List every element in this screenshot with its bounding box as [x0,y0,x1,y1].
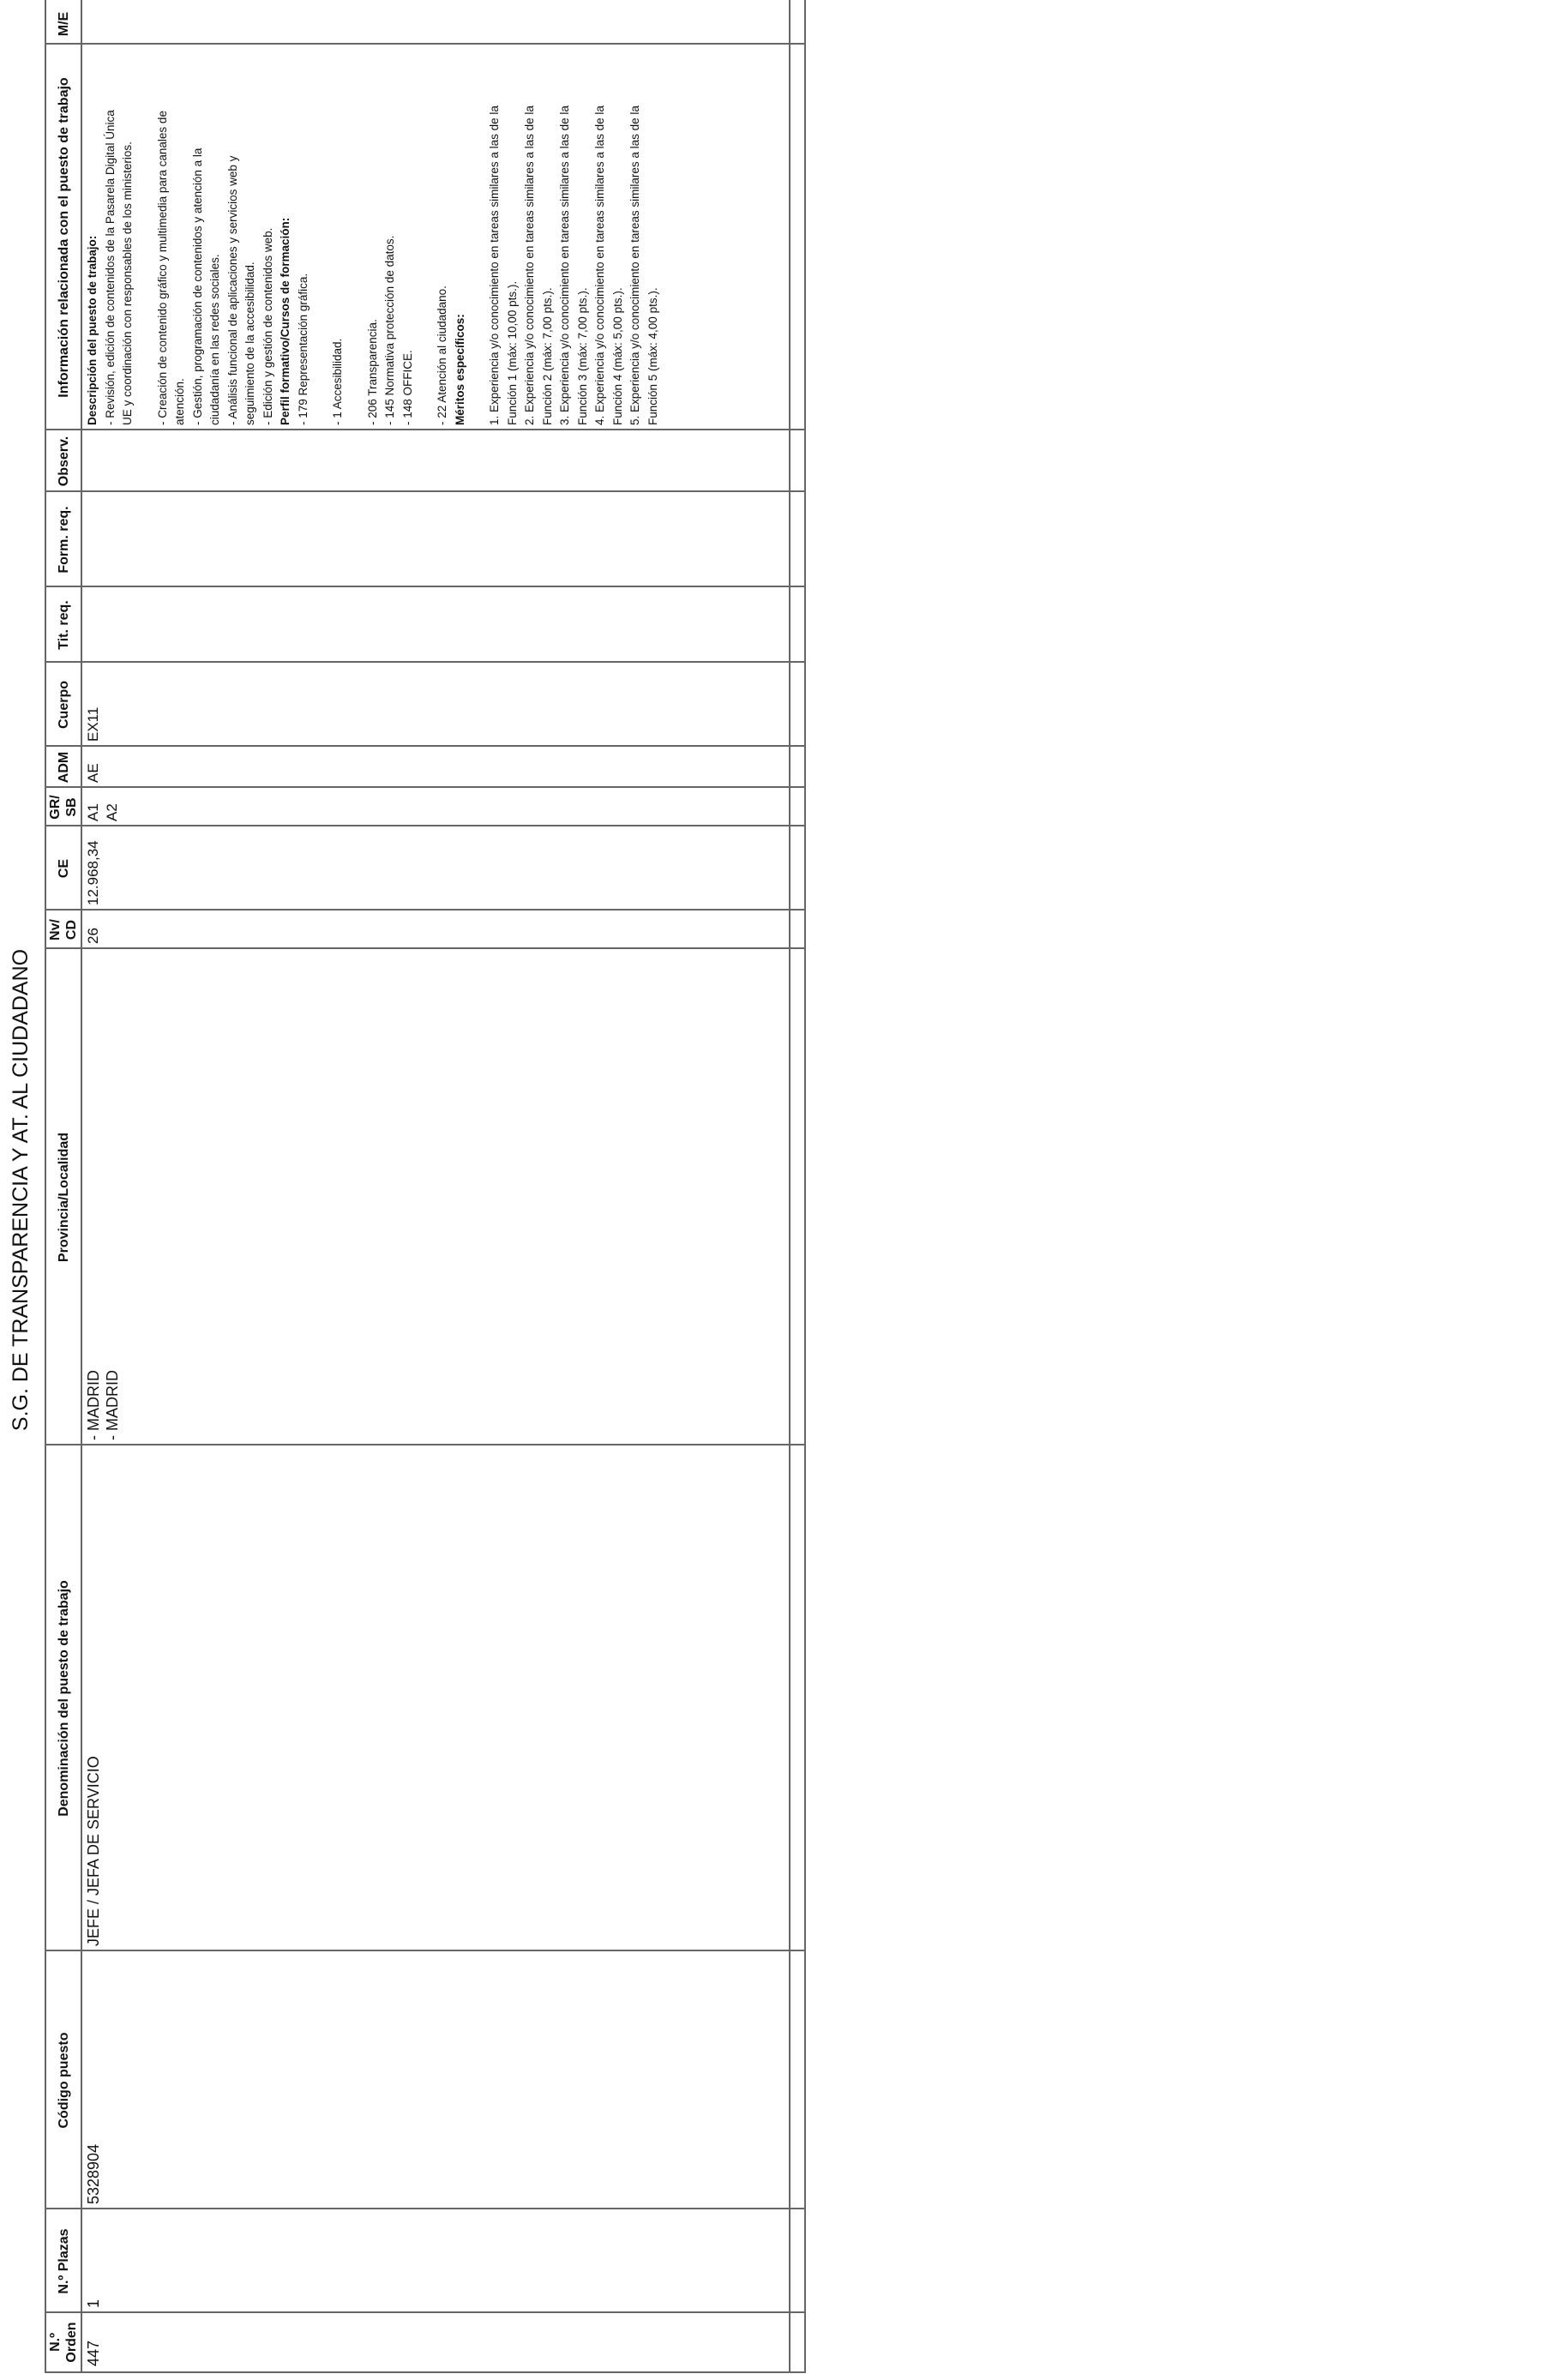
info-line: - 145 Normativa protección de datos. [383,235,396,425]
info-line: Función 2 (máx: 7,00 pts.). [540,287,554,425]
header-ce: CE [56,858,71,879]
cell-codigo: 5328904 [85,2143,102,2204]
info-line: - Análisis funcional de aplicaciones y servicios web y [225,155,239,425]
cell-me [82,3,787,45]
cell-nivel: 26 [85,928,101,944]
info-line: 1. Experiencia y/o conocimiento en tareas similares a las de la [488,105,501,425]
info-line: - Revisión, edición de contenidos de la Pasarela Digital Única [103,110,117,425]
header-me: M/E [56,11,71,37]
cell-adm: AE [85,763,101,783]
cell-plazas: 1 [85,2299,102,2308]
info-line: 4. Experiencia y/o conocimiento en tareas similares a las de la [593,105,606,425]
cell-observaciones [82,430,787,492]
info-line [417,50,434,425]
info-line: - Creación de contenido gráfico y multimedia para canales de [155,111,169,425]
cell-informacion [82,45,787,430]
positions-table [45,0,806,2373]
cell-cuerpo: EX11 [85,706,101,742]
header-titulacion: Tit. req. [56,600,71,650]
header-observaciones: Observ. [56,436,71,487]
info-line: 2. Experiencia y/o conocimiento en tareas similares a las de la [523,105,536,425]
header-provincia: Provincia/Localidad [56,1132,71,1263]
info-line: Función 4 (máx: 5,00 pts.). [610,287,624,425]
info-line: Perfil formativo/Cursos de formación: [279,217,292,425]
header-formacion: Form. req. [56,506,71,574]
info-line: ciudadanía en las redes sociales. [208,254,221,425]
info-line: - 179 Representación gráfica. [296,273,310,425]
info-line: 3. Experiencia y/o conocimiento en tareas similares a las de la [558,105,571,425]
info-line: - 22 Atención al ciudadano. [436,285,448,425]
info-line: Función 1 (máx: 10,00 pts.). [505,280,519,425]
info-line [469,50,486,425]
header-grupo: GR/ SB [48,795,79,820]
cell-grupo: A1 A2 [85,803,120,821]
info-line: seguimiento de la accesibilidad. [243,261,256,425]
info-line [137,50,154,425]
info-line [347,50,364,425]
header-orden: N.º Orden [48,2322,79,2363]
cell-formacion [82,492,787,587]
header-codigo: Código puesto [56,2032,71,2129]
cell-titulacion [82,587,787,663]
header-adm: ADM [56,751,71,784]
cell-provincia: - MADRID - MADRID [85,1370,121,1440]
info-line: Función 3 (máx: 7,00 pts.). [575,287,589,425]
info-line: Función 5 (máx: 4,00 pts.). [646,287,659,425]
info-line: atención. [173,378,186,425]
info-line: - 206 Transparencia. [365,319,379,425]
header-cuerpo: Cuerpo [56,681,71,729]
info-line: - 148 OFFICE. [400,350,414,425]
header-denominacion: Denominación del puesto de trabajo [56,1580,71,1817]
info-line: - Gestión, programación de contenidos y atención a la [190,147,204,425]
info-line: Méritos específicos: [453,314,466,425]
info-line: Descripción del puesto de trabajo: [86,235,99,425]
info-line: - 1 Accesibilidad. [331,338,344,425]
info-line: 5. Experiencia y/o conocimiento en tareas similares a las de la [628,105,641,425]
info-line [312,50,329,425]
cell-orden: 447 [85,2340,102,2366]
info-line: - Edición y gestión de contenidos web. [261,227,274,425]
header-plazas: N.º Plazas [56,2228,71,2294]
header-informacion: Información relacionada con el puesto de trabajo [56,77,71,398]
section-title: S.G. DE TRANSPARENCIA Y AT. AL CIUDADANO [9,948,33,1432]
cell-ce: 12.968,34 [85,840,101,905]
info-line: UE y coordinación con responsables de los ministerios. [121,141,134,425]
row-bottom-divider [789,0,791,2371]
cell-denominacion: JEFE / JEFA DE SERVICIO [85,1756,102,1946]
header-nivel: Nv/ CD [48,919,79,941]
